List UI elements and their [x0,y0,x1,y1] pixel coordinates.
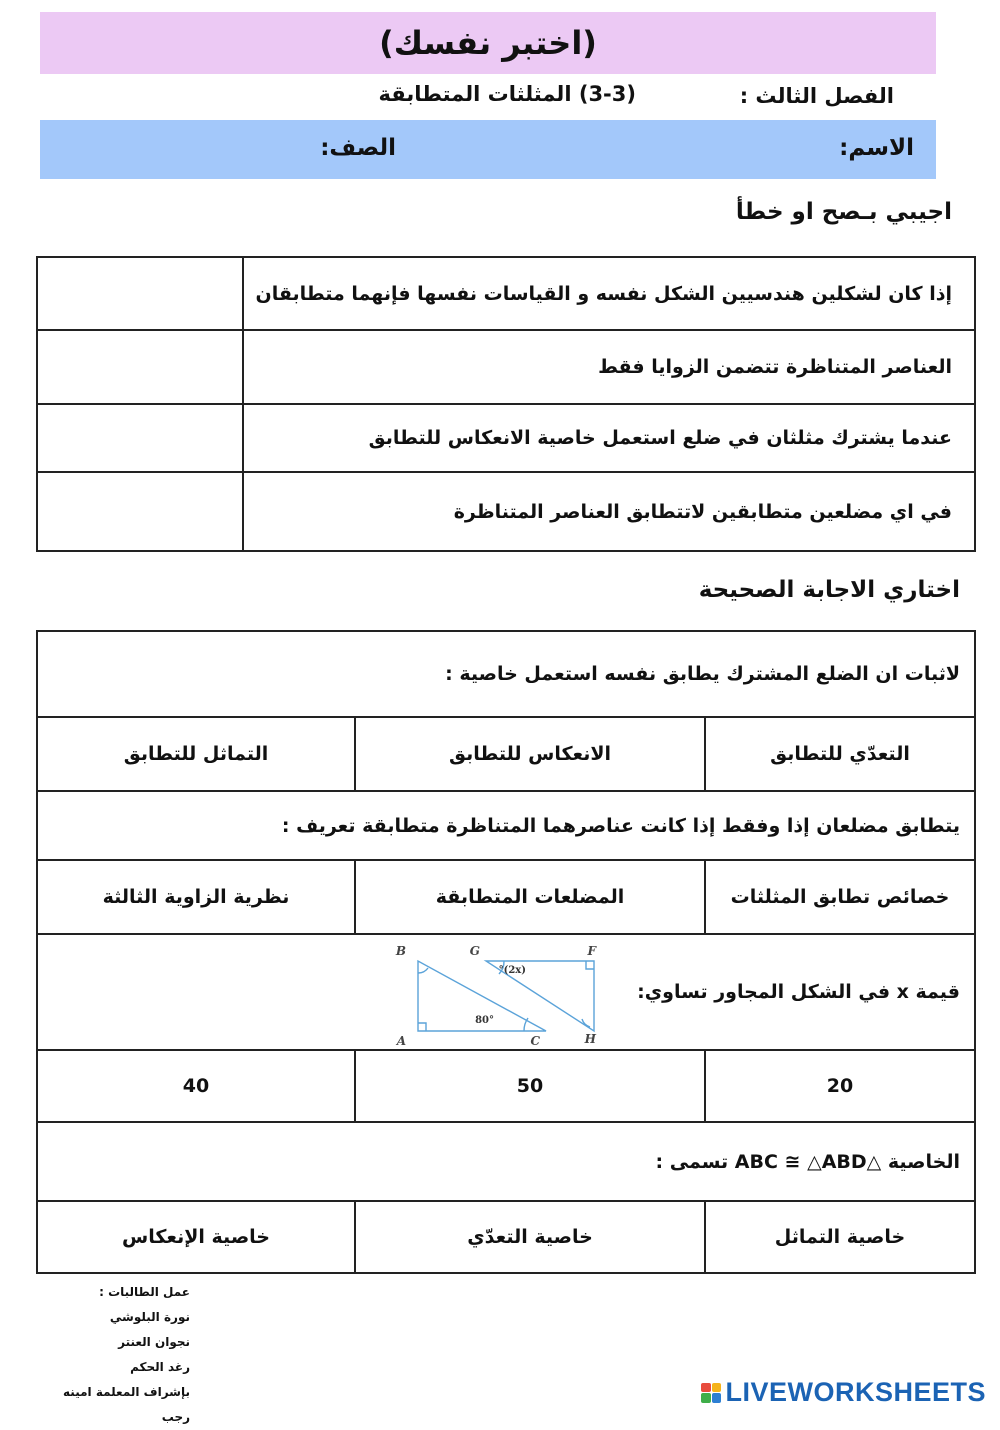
angle-80-label: 80° [475,1015,494,1026]
tf-answer-box-4[interactable] [38,473,242,550]
mc-option-3a[interactable]: 20 [704,1051,974,1121]
tf-question-4: في اي مضلعين متطابقين لاتتطابق العناصر المتناظرة [242,473,974,550]
tf-row-1 [38,258,974,331]
angle-2x-label: (2x)° [498,965,526,976]
tf-question-2: العناصر المتناظرة تتضمن الزوايا فقط [242,331,974,403]
congruent-triangles-figure [395,937,638,1049]
mc-question-1 [38,632,974,718]
liveworksheets-text: LIVEWORKSHEETS [725,1377,986,1407]
mc-option-2b[interactable]: المضلعات المتطابقة [354,861,704,933]
tf-row-4 [38,473,974,550]
liveworksheets-brand [701,1377,986,1408]
mc-options-3 [38,1051,974,1123]
mc-options-4 [38,1202,974,1272]
label-c: C [530,1034,540,1048]
mc-question-2-text: يتطابق مضلعان إذا وفقط إذا كانت عناصرهما المتناظرة متطابقة تعريف : [281,814,960,837]
class-label: الصف: [320,135,396,161]
true-false-table [36,256,976,552]
mc-option-4a[interactable]: خاصية التماثل [704,1202,974,1272]
name-label: الاسم: [839,135,914,161]
true-false-heading: اجيبي بـصح او خطأ [735,199,952,225]
tf-question-1: إذا كان لشكلين هندسيين الشكل نفسه و القياسات نفسها فإنهما متطابقان [242,258,974,329]
tf-row-2 [38,331,974,405]
mc-options-1 [38,718,974,792]
label-f: F [587,944,596,958]
student-info-bar [40,120,936,179]
mc-question-1-text: لاثبات ان الضلع المشترك يطابق نفسه استعمل خاصية : [445,663,960,685]
mc-option-4b[interactable]: خاصية التعدّي [354,1202,704,1272]
chapter-label: الفصل الثالث : [739,84,894,108]
mc-option-4c[interactable]: خاصية الإنعكاس [122,1226,271,1248]
credits-heading: عمل الطالبات : [99,1285,190,1299]
chapter-row [40,78,936,118]
worksheet-title: (اختبر نفسك) [379,24,597,62]
tf-question-3: عندما يشترك مثلثان في ضلع استعمل خاصية الانعكاس للتطابق [242,405,974,471]
mc-option-2c[interactable]: نظرية الزاوية الثالثة [102,886,290,908]
liveworksheets-logo-icon [701,1383,721,1403]
credits-name-1: نورة البلوشي [109,1310,190,1324]
mc-option-3c[interactable]: 40 [182,1075,210,1097]
tf-row-3 [38,405,974,473]
label-b: B [395,944,406,958]
credits-name-3: رغد الحكم [130,1360,190,1374]
mc-option-1b[interactable]: الانعكاس للتطابق [354,718,704,790]
mc-question-4-text: الخاصية △ABC ≅ △ABD تسمى : [655,1150,960,1173]
label-a: A [396,1034,406,1048]
label-h: H [584,1032,596,1046]
tf-answer-box-2[interactable] [38,331,242,403]
mc-question-3 [38,935,974,1051]
mc-question-2 [38,792,974,861]
mc-options-2 [38,861,974,935]
credits-name-2: نجوان العنتر [118,1335,190,1349]
label-g: G [469,944,480,958]
mc-option-2a[interactable]: خصائص تطابق المثلثات [704,861,974,933]
mc-question-4 [38,1123,974,1202]
mc-option-1c[interactable]: التماثل للتطابق [123,743,269,765]
mc-question-3-text: قيمة x في الشكل المجاور تساوي: [637,981,960,1003]
worksheet-title-bar [40,12,936,74]
chapter-name: (3-3) المثلثات المتطابقة [378,82,636,106]
tf-answer-box-3[interactable] [38,405,242,471]
mc-option-1a[interactable]: التعدّي للتطابق [704,718,974,790]
credits [40,1280,190,1430]
multiple-choice-heading: اختاري الاجابة الصحيحة [698,577,960,603]
tf-answer-box-1[interactable] [38,258,242,329]
credits-supervisor: بإشراف المعلمة امينه رجب [63,1385,190,1424]
multiple-choice-table [36,630,976,1274]
mc-option-3b[interactable]: 50 [354,1051,704,1121]
